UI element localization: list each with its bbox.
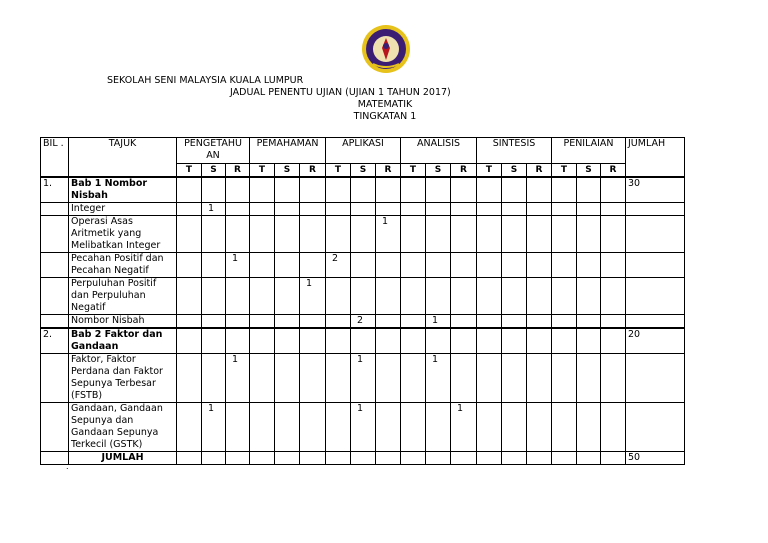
table-row xyxy=(41,278,685,315)
row-tajuk: Bab 2 Faktor dan Gandaan xyxy=(69,328,177,354)
table-row xyxy=(41,177,685,203)
cell-value: 1 xyxy=(376,216,401,253)
school-name: SEKOLAH SENI MALAYSIA KUALA LUMPUR xyxy=(107,75,304,86)
cell-value: 1 xyxy=(226,354,250,403)
subject-title: MATEMATIK xyxy=(357,99,413,110)
row-tajuk: Integer xyxy=(69,203,177,216)
col-pemahaman: PEMAHAMAN xyxy=(250,138,326,164)
row-bil: 1. xyxy=(41,177,69,203)
col-pengetahuan: PENGETAHU AN xyxy=(177,138,250,164)
table-row xyxy=(41,403,685,452)
cell-value: 1 xyxy=(351,354,376,403)
cell-value: 1 xyxy=(451,403,477,452)
row-tajuk: Gandaan, Gandaan Sepunya dan Gandaan Sepunya Terkecil (GSTK) xyxy=(69,403,177,452)
col-jumlah: JUMLAH xyxy=(626,138,685,178)
table-row xyxy=(41,328,685,354)
sub-s: S xyxy=(275,164,300,178)
col-analisis: ANALISIS xyxy=(401,138,477,164)
table-row xyxy=(41,203,685,216)
row-tajuk: Pecahan Positif dan Pecahan Negatif xyxy=(69,253,177,278)
row-tajuk: Operasi Asas Aritmetik yang Melibatkan Integer xyxy=(69,216,177,253)
col-tajuk: TAJUK xyxy=(69,138,177,178)
cell-value: 2 xyxy=(326,253,351,278)
sub-s: S xyxy=(351,164,376,178)
total-label: JUMLAH xyxy=(69,452,177,465)
col-bil: BIL . xyxy=(41,138,69,178)
table-row xyxy=(41,253,685,278)
sub-t: T xyxy=(250,164,275,178)
sub-s: S xyxy=(502,164,527,178)
sub-s: S xyxy=(426,164,451,178)
row-tajuk: Bab 1 Nombor Nisbah xyxy=(69,177,177,203)
document-title: JADUAL PENENTU UJIAN (UJIAN 1 TAHUN 2017) xyxy=(230,87,451,98)
row-tajuk: Perpuluhan Positif dan Perpuluhan Negatif xyxy=(69,278,177,315)
table-row xyxy=(41,216,685,253)
school-crest-logo xyxy=(361,24,411,74)
col-sintesis: SINTESIS xyxy=(477,138,552,164)
sub-r: R xyxy=(527,164,552,178)
cell-value: 1 xyxy=(202,203,226,216)
footnote-mark: . xyxy=(66,462,69,471)
sub-r: R xyxy=(601,164,626,178)
sub-s: S xyxy=(577,164,601,178)
cell-value: 1 xyxy=(426,354,451,403)
row-bil: 2. xyxy=(41,328,69,354)
sub-t: T xyxy=(326,164,351,178)
cell-value: 1 xyxy=(226,253,250,278)
cell-value: 1 xyxy=(300,278,326,315)
cell-value: 1 xyxy=(351,403,376,452)
test-specification-table xyxy=(40,137,685,465)
cell-value: 1 xyxy=(202,403,226,452)
row-tajuk: Nombor Nisbah xyxy=(69,315,177,329)
sub-t: T xyxy=(177,164,202,178)
sub-r: R xyxy=(300,164,326,178)
cell-value: 2 xyxy=(351,315,376,329)
sub-t: T xyxy=(401,164,426,178)
sub-r: R xyxy=(376,164,401,178)
total-row xyxy=(41,452,685,465)
row-jumlah: 30 xyxy=(626,177,685,203)
sub-s: S xyxy=(202,164,226,178)
table-row xyxy=(41,315,685,329)
col-aplikasi: APLIKASI xyxy=(326,138,401,164)
sub-r: R xyxy=(226,164,250,178)
row-tajuk: Faktor, Faktor Perdana dan Faktor Sepunya Terbesar (FSTB) xyxy=(69,354,177,403)
table-row xyxy=(41,354,685,403)
header-row xyxy=(41,138,685,164)
row-jumlah: 20 xyxy=(626,328,685,354)
cell-value: 1 xyxy=(426,315,451,329)
sub-t: T xyxy=(552,164,577,178)
total-value: 50 xyxy=(626,452,685,465)
col-penilaian: PENILAIAN xyxy=(552,138,626,164)
sub-r: R xyxy=(451,164,477,178)
sub-t: T xyxy=(477,164,502,178)
level-title: TINGKATAN 1 xyxy=(353,111,417,122)
